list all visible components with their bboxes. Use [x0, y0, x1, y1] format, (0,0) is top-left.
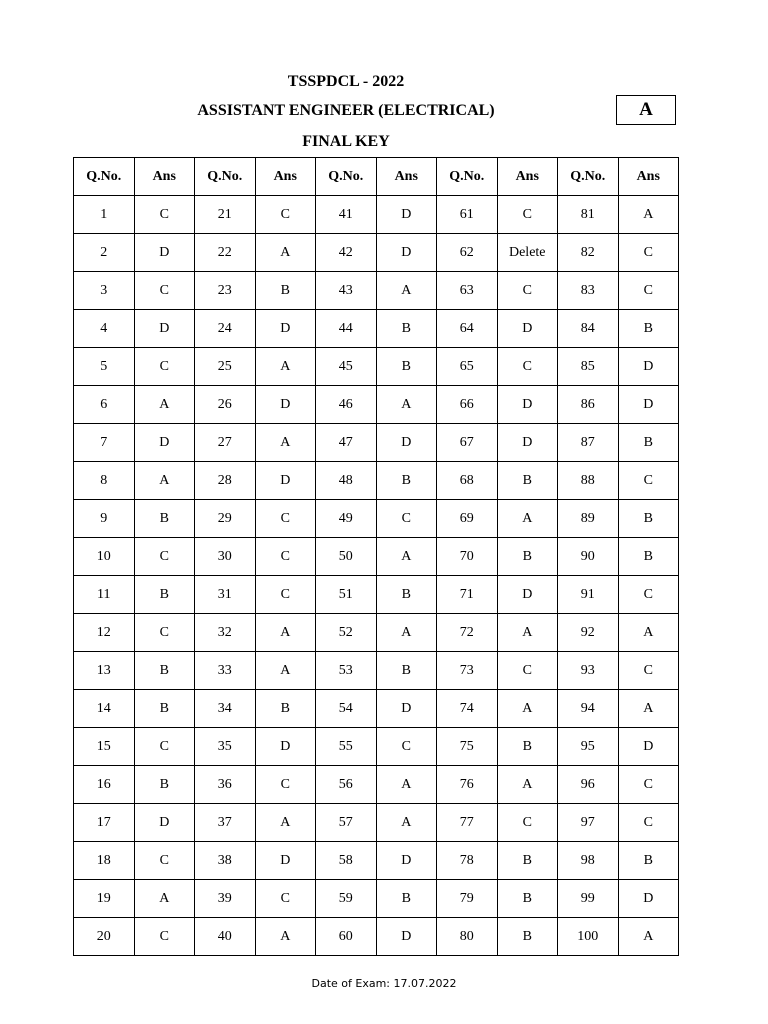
column-header-qno: Q.No.	[316, 158, 377, 196]
answer-cell: A	[255, 804, 316, 842]
question-number-cell: 75	[437, 728, 498, 766]
answer-cell: D	[618, 728, 679, 766]
answer-cell: A	[618, 690, 679, 728]
answer-cell: D	[255, 842, 316, 880]
column-header-ans: Ans	[618, 158, 679, 196]
answer-cell: C	[618, 804, 679, 842]
answer-cell: B	[376, 310, 437, 348]
question-number-cell: 17	[74, 804, 135, 842]
question-number-cell: 13	[74, 652, 135, 690]
question-number-cell: 85	[558, 348, 619, 386]
answer-cell: D	[376, 196, 437, 234]
question-number-cell: 51	[316, 576, 377, 614]
answer-cell: D	[618, 880, 679, 918]
question-number-cell: 48	[316, 462, 377, 500]
question-number-cell: 92	[558, 614, 619, 652]
answer-cell: C	[255, 766, 316, 804]
question-number-cell: 19	[74, 880, 135, 918]
answer-cell: D	[376, 234, 437, 272]
table-row	[74, 652, 679, 690]
answer-cell: C	[255, 538, 316, 576]
question-number-cell: 61	[437, 196, 498, 234]
question-number-cell: 57	[316, 804, 377, 842]
question-number-cell: 49	[316, 500, 377, 538]
question-number-cell: 46	[316, 386, 377, 424]
question-number-cell: 87	[558, 424, 619, 462]
table-row	[74, 918, 679, 956]
table-row	[74, 576, 679, 614]
question-number-cell: 11	[74, 576, 135, 614]
question-number-cell: 32	[195, 614, 256, 652]
answer-cell: D	[134, 310, 195, 348]
answer-cell: A	[255, 234, 316, 272]
question-number-cell: 1	[74, 196, 135, 234]
answer-cell: B	[618, 842, 679, 880]
question-number-cell: 81	[558, 196, 619, 234]
answer-cell: C	[134, 918, 195, 956]
question-number-cell: 62	[437, 234, 498, 272]
answer-cell: B	[134, 576, 195, 614]
question-number-cell: 94	[558, 690, 619, 728]
question-number-cell: 33	[195, 652, 256, 690]
question-number-cell: 63	[437, 272, 498, 310]
question-number-cell: 84	[558, 310, 619, 348]
table-row	[74, 462, 679, 500]
answer-cell: D	[618, 348, 679, 386]
question-number-cell: 59	[316, 880, 377, 918]
answer-cell: C	[497, 196, 558, 234]
table-row	[74, 196, 679, 234]
question-number-cell: 73	[437, 652, 498, 690]
answer-cell: A	[376, 766, 437, 804]
question-number-cell: 91	[558, 576, 619, 614]
column-header-ans: Ans	[134, 158, 195, 196]
question-number-cell: 30	[195, 538, 256, 576]
answer-cell: D	[255, 386, 316, 424]
answer-cell: C	[618, 234, 679, 272]
table-row	[74, 804, 679, 842]
answer-cell: A	[376, 386, 437, 424]
question-number-cell: 67	[437, 424, 498, 462]
answer-cell: C	[134, 196, 195, 234]
question-number-cell: 4	[74, 310, 135, 348]
answer-cell: A	[255, 652, 316, 690]
answer-cell: D	[134, 424, 195, 462]
answer-cell: C	[376, 500, 437, 538]
answer-cell: C	[134, 272, 195, 310]
table-row	[74, 234, 679, 272]
question-number-cell: 37	[195, 804, 256, 842]
question-number-cell: 65	[437, 348, 498, 386]
question-number-cell: 23	[195, 272, 256, 310]
question-number-cell: 9	[74, 500, 135, 538]
question-number-cell: 3	[74, 272, 135, 310]
question-number-cell: 5	[74, 348, 135, 386]
table-row	[74, 538, 679, 576]
answer-cell: B	[618, 424, 679, 462]
answer-cell: C	[618, 576, 679, 614]
answer-cell: A	[618, 918, 679, 956]
answer-cell: B	[376, 462, 437, 500]
answer-cell: A	[376, 538, 437, 576]
table-row	[74, 500, 679, 538]
answer-cell: D	[255, 310, 316, 348]
answer-cell: C	[255, 576, 316, 614]
question-number-cell: 54	[316, 690, 377, 728]
answer-cell: B	[497, 728, 558, 766]
question-number-cell: 98	[558, 842, 619, 880]
question-number-cell: 64	[437, 310, 498, 348]
column-header-ans: Ans	[497, 158, 558, 196]
column-header-qno: Q.No.	[195, 158, 256, 196]
answer-cell: A	[618, 614, 679, 652]
answer-cell: B	[134, 652, 195, 690]
question-number-cell: 88	[558, 462, 619, 500]
column-header-qno: Q.No.	[437, 158, 498, 196]
answer-cell: A	[618, 196, 679, 234]
question-number-cell: 52	[316, 614, 377, 652]
question-number-cell: 20	[74, 918, 135, 956]
answer-cell: D	[255, 728, 316, 766]
answer-cell: B	[497, 918, 558, 956]
answer-cell: D	[376, 918, 437, 956]
question-number-cell: 31	[195, 576, 256, 614]
answer-cell: C	[618, 652, 679, 690]
question-number-cell: 2	[74, 234, 135, 272]
answer-cell: C	[376, 728, 437, 766]
question-number-cell: 66	[437, 386, 498, 424]
question-number-cell: 82	[558, 234, 619, 272]
question-number-cell: 68	[437, 462, 498, 500]
answer-cell: A	[134, 462, 195, 500]
question-number-cell: 6	[74, 386, 135, 424]
question-number-cell: 29	[195, 500, 256, 538]
booklet-set-badge: A	[616, 95, 676, 125]
question-number-cell: 95	[558, 728, 619, 766]
answer-cell: A	[255, 424, 316, 462]
question-number-cell: 83	[558, 272, 619, 310]
answer-cell: D	[255, 462, 316, 500]
table-row	[74, 386, 679, 424]
question-number-cell: 44	[316, 310, 377, 348]
question-number-cell: 97	[558, 804, 619, 842]
question-number-cell: 80	[437, 918, 498, 956]
answer-cell: B	[376, 348, 437, 386]
question-number-cell: 77	[437, 804, 498, 842]
question-number-cell: 45	[316, 348, 377, 386]
answer-cell: A	[376, 272, 437, 310]
question-number-cell: 100	[558, 918, 619, 956]
question-number-cell: 28	[195, 462, 256, 500]
question-number-cell: 7	[74, 424, 135, 462]
question-number-cell: 89	[558, 500, 619, 538]
table-row	[74, 728, 679, 766]
question-number-cell: 53	[316, 652, 377, 690]
question-number-cell: 10	[74, 538, 135, 576]
answer-cell: C	[618, 462, 679, 500]
post-title: ASSISTANT ENGINEER (ELECTRICAL)	[197, 102, 495, 119]
answer-cell: C	[497, 652, 558, 690]
answer-cell: A	[376, 804, 437, 842]
question-number-cell: 39	[195, 880, 256, 918]
answer-cell: D	[376, 842, 437, 880]
answer-cell: C	[255, 880, 316, 918]
answer-cell: B	[618, 310, 679, 348]
answer-cell: C	[134, 728, 195, 766]
answer-cell: A	[497, 690, 558, 728]
table-row	[74, 614, 679, 652]
question-number-cell: 71	[437, 576, 498, 614]
table-row	[74, 272, 679, 310]
question-number-cell: 60	[316, 918, 377, 956]
exam-date: Date of Exam: 17.07.2022	[311, 977, 457, 990]
question-number-cell: 27	[195, 424, 256, 462]
column-header-qno: Q.No.	[558, 158, 619, 196]
question-number-cell: 90	[558, 538, 619, 576]
answer-cell: B	[376, 880, 437, 918]
answer-cell: B	[618, 500, 679, 538]
question-number-cell: 26	[195, 386, 256, 424]
question-number-cell: 56	[316, 766, 377, 804]
answer-cell: D	[497, 310, 558, 348]
answer-cell: C	[618, 766, 679, 804]
answer-cell: B	[255, 690, 316, 728]
answer-cell: D	[497, 424, 558, 462]
question-number-cell: 72	[437, 614, 498, 652]
document-title: FINAL KEY	[302, 133, 390, 150]
answer-cell: Delete	[497, 234, 558, 272]
question-number-cell: 22	[195, 234, 256, 272]
answer-cell: C	[134, 842, 195, 880]
answer-cell: D	[618, 386, 679, 424]
answer-cell: D	[497, 386, 558, 424]
answer-cell: C	[255, 500, 316, 538]
answer-cell: B	[376, 576, 437, 614]
question-number-cell: 78	[437, 842, 498, 880]
answer-cell: A	[497, 500, 558, 538]
answer-cell: A	[255, 614, 316, 652]
answer-cell: C	[497, 804, 558, 842]
column-header-ans: Ans	[255, 158, 316, 196]
question-number-cell: 47	[316, 424, 377, 462]
answer-cell: D	[376, 424, 437, 462]
answer-cell: D	[376, 690, 437, 728]
question-number-cell: 34	[195, 690, 256, 728]
question-number-cell: 41	[316, 196, 377, 234]
answer-cell: C	[134, 614, 195, 652]
question-number-cell: 96	[558, 766, 619, 804]
question-number-cell: 43	[316, 272, 377, 310]
question-number-cell: 14	[74, 690, 135, 728]
question-number-cell: 35	[195, 728, 256, 766]
question-number-cell: 18	[74, 842, 135, 880]
answer-key-table	[73, 157, 679, 956]
answer-cell: C	[497, 272, 558, 310]
table-row	[74, 310, 679, 348]
question-number-cell: 38	[195, 842, 256, 880]
answer-cell: C	[134, 538, 195, 576]
question-number-cell: 16	[74, 766, 135, 804]
answer-cell: D	[497, 576, 558, 614]
question-number-cell: 70	[437, 538, 498, 576]
table-row	[74, 424, 679, 462]
table-row	[74, 842, 679, 880]
answer-cell: A	[134, 880, 195, 918]
table-body	[74, 196, 679, 956]
answer-cell: B	[497, 538, 558, 576]
question-number-cell: 36	[195, 766, 256, 804]
answer-cell: C	[255, 196, 316, 234]
answer-cell: B	[255, 272, 316, 310]
answer-cell: A	[497, 614, 558, 652]
answer-cell: B	[376, 652, 437, 690]
question-number-cell: 15	[74, 728, 135, 766]
answer-cell: D	[134, 234, 195, 272]
answer-cell: C	[497, 348, 558, 386]
organization-title: TSSPDCL - 2022	[287, 73, 405, 90]
column-header-ans: Ans	[376, 158, 437, 196]
answer-cell: B	[497, 842, 558, 880]
question-number-cell: 86	[558, 386, 619, 424]
answer-cell: C	[134, 348, 195, 386]
answer-cell: A	[255, 918, 316, 956]
question-number-cell: 40	[195, 918, 256, 956]
question-number-cell: 74	[437, 690, 498, 728]
question-number-cell: 42	[316, 234, 377, 272]
answer-cell: B	[134, 766, 195, 804]
answer-cell: B	[497, 880, 558, 918]
table-row	[74, 348, 679, 386]
answer-cell: D	[134, 804, 195, 842]
answer-cell: A	[497, 766, 558, 804]
answer-cell: A	[134, 386, 195, 424]
column-header-qno: Q.No.	[74, 158, 135, 196]
question-number-cell: 8	[74, 462, 135, 500]
table-row	[74, 766, 679, 804]
question-number-cell: 12	[74, 614, 135, 652]
question-number-cell: 21	[195, 196, 256, 234]
question-number-cell: 25	[195, 348, 256, 386]
answer-cell: C	[618, 272, 679, 310]
answer-cell: B	[134, 500, 195, 538]
answer-cell: B	[497, 462, 558, 500]
answer-cell: A	[255, 348, 316, 386]
question-number-cell: 79	[437, 880, 498, 918]
table-row	[74, 880, 679, 918]
question-number-cell: 99	[558, 880, 619, 918]
question-number-cell: 69	[437, 500, 498, 538]
table-header-row	[74, 158, 679, 196]
question-number-cell: 93	[558, 652, 619, 690]
answer-cell: B	[134, 690, 195, 728]
question-number-cell: 58	[316, 842, 377, 880]
question-number-cell: 76	[437, 766, 498, 804]
question-number-cell: 24	[195, 310, 256, 348]
question-number-cell: 50	[316, 538, 377, 576]
answer-cell: A	[376, 614, 437, 652]
table-row	[74, 690, 679, 728]
question-number-cell: 55	[316, 728, 377, 766]
answer-cell: B	[618, 538, 679, 576]
